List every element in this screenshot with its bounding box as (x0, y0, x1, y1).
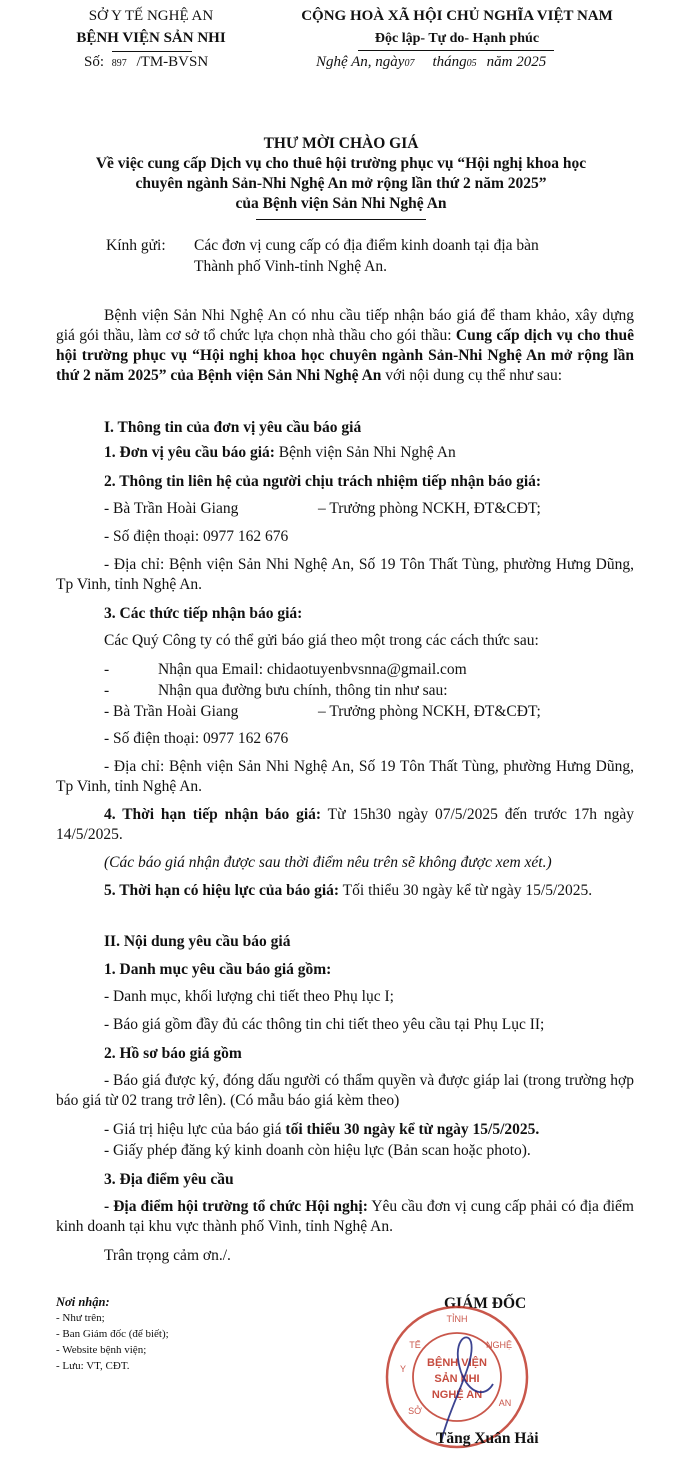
receipt-deadline-value: Từ 15h30 ngày 07/5/2025 đến trước 17h ngày 14/5/2025. (56, 806, 634, 843)
validity-label: 5. Thời hạn có hiệu lực của báo giá: (104, 882, 340, 899)
location-label: - Địa điểm hội trường tổ chức Hội nghị: (104, 1198, 368, 1215)
dossier-line-3: - Giấy phép đăng ký kinh doanh còn hiệu lực (Bản scan hoặc photo). (104, 1142, 531, 1159)
contact-name: - Bà Trần Hoài Giang (104, 500, 239, 517)
intro-package-name: Cung cấp dịch vụ cho thuê hội trường phục vụ “Hội nghị khoa học chuyên ngành Sản-Nhi Nghệ An mở rộng lần thứ 2 năm 2025” của Bệnh viện Sản Nhi Nghệ An (56, 327, 635, 384)
number-suffix: /TM-BVSN (136, 54, 209, 70)
dossier-line-2 (104, 1120, 539, 1140)
recipient-item-1: - Như trên; (56, 1312, 105, 1324)
nation-title: CỘNG HOÀ XÃ HỘI CHỦ NGHĨA VIỆT NAM (301, 8, 613, 24)
title-underline (256, 219, 426, 220)
date-month-label: tháng (432, 54, 467, 70)
contact-name-2: - Bà Trần Hoài Giang (104, 703, 239, 720)
location-requirement (56, 1197, 634, 1237)
catalog-line-2: - Báo giá gồm đầy đủ các thông tin chi tiết theo yêu cầu tại Phụ Lục II; (104, 1016, 545, 1033)
svg-text:Y: Y (399, 1364, 407, 1374)
date-year: năm 2025 (486, 54, 547, 70)
svg-text:TỈNH: TỈNH (446, 1314, 468, 1324)
document-date (316, 54, 546, 71)
method-post: Nhận qua đường bưu chính, thông tin như sau: (158, 682, 448, 699)
dossier-validity-prefix: - Giá trị hiệu lực của báo giá (104, 1121, 286, 1138)
contact-role-2: – Trưởng phòng NCKH, ĐT&CĐT; (318, 703, 541, 720)
subject-line-2: chuyên ngành Sản-Nhi Nghệ An mở rộng lần thứ 2 năm 2025” (135, 175, 547, 192)
recipient-line-2: Thành phố Vinh-tỉnh Nghệ An. (194, 258, 387, 275)
receipt-methods-heading: 3. Các thức tiếp nhận báo giá: (104, 605, 303, 622)
recipient-item-4: - Lưu: VT, CĐT. (56, 1360, 130, 1372)
requester-label: 1. Đơn vị yêu cầu báo giá: (104, 444, 275, 461)
svg-text:TẾ: TẾ (409, 1340, 421, 1350)
contact-phone: - Số điện thoại: 0977 162 676 (104, 528, 289, 545)
contact-heading: 2. Thông tin liên hệ của người chịu trách nhiệm tiếp nhận báo giá: (104, 473, 542, 490)
document-number (84, 54, 208, 71)
intro-text-1: Bệnh viện Sản Nhi Nghệ An có nhu cầu tiếp nhận báo giá để tham khảo, xây dựng giá gói thầu, làm cơ sở tổ chức lựa chọn nhà thầu cho gói thầu: (56, 307, 634, 344)
recipient-item-2: - Ban Giám đốc (để biết); (56, 1328, 169, 1340)
closing-thanks: Trân trọng cảm ơn./. (104, 1247, 231, 1264)
svg-text:NGHỆ AN: NGHỆ AN (431, 1389, 483, 1401)
requester-value: Bệnh viện Sản Nhi Nghệ An (274, 444, 456, 461)
svg-text:NGHỆ: NGHỆ (485, 1340, 513, 1350)
svg-text:BỆNH VIỆN: BỆNH VIỆN (427, 1357, 487, 1369)
signer-position: GIÁM ĐỐC (444, 1295, 527, 1312)
receipt-methods-intro: Các Quý Công ty có thể gửi báo giá theo một trong các cách thức sau: (104, 632, 539, 649)
section-2-heading: II. Nội dung yêu cầu báo giá (104, 933, 291, 950)
contact-address: - Địa chỉ: Bệnh viện Sản Nhi Nghệ An, Số 19 Tôn Thất Tùng, phường Hưng Dũng, Tp Vinh, tỉnh Nghệ An. (56, 556, 634, 593)
dossier-validity-bold: tối thiểu 30 ngày kể từ ngày 15/5/2025. (285, 1121, 540, 1138)
agency-name: SỞ Y TẾ NGHỆ AN (88, 8, 214, 24)
method-2-dash: - (104, 682, 110, 699)
receipt-deadline-note: (Các báo giá nhận được sau thời điểm nêu trên sẽ không được xem xét.) (104, 854, 552, 871)
section-1-heading: I. Thông tin của đơn vị yêu cầu báo giá (104, 419, 362, 436)
date-prefix: Nghệ An, ngày (316, 54, 405, 70)
validity-value: Tối thiểu 30 ngày kể từ ngày 15/5/2025. (339, 882, 593, 899)
subject-line-3: của Bệnh viện Sản Nhi Nghệ An (235, 195, 447, 212)
svg-text:SỞ: SỞ (408, 1406, 422, 1416)
signer-name: Tăng Xuân Hải (436, 1430, 539, 1447)
method-1-dash: - (104, 661, 110, 678)
receipt-deadline-label: 4. Thời hạn tiếp nhận báo giá: (104, 806, 322, 823)
catalog-heading: 1. Danh mục yêu cầu báo giá gồm: (104, 961, 332, 978)
nation-motto: Độc lập- Tự do- Hạnh phúc (374, 31, 540, 46)
validity-period (56, 881, 634, 901)
intro-paragraph (56, 306, 634, 386)
svg-text:SẢN NHI: SẢN NHI (434, 1373, 480, 1385)
catalog-line-1: - Danh mục, khối lượng chi tiết theo Phụ lục I; (104, 988, 394, 1005)
method-email: Nhận qua Email: chidaotuyenbvsnna@gmail.com (158, 661, 467, 678)
dossier-heading: 2. Hồ sơ báo giá gồm (104, 1045, 242, 1062)
recipients-title: Nơi nhận: (56, 1295, 110, 1309)
number-label: Số: (84, 54, 105, 70)
location-heading: 3. Địa điểm yêu cầu (104, 1171, 234, 1188)
dossier-line-1: - Báo giá được ký, đóng dấu người có thẩm quyền và được giáp lai (trong trường hợp báo giá từ 02 trang trở lên). (Có mẫu báo giá kèm theo) (56, 1072, 635, 1109)
svg-text:AN: AN (498, 1398, 512, 1408)
requester-line (104, 443, 456, 463)
document-title: THƯ MỜI CHÀO GIÁ (263, 135, 419, 152)
recipient-item-3: - Website bệnh viện; (56, 1344, 147, 1356)
contact-address-2: - Địa chỉ: Bệnh viện Sản Nhi Nghệ An, Số 19 Tôn Thất Tùng, phường Hưng Dũng, Tp Vinh, tỉnh Nghệ An. (56, 758, 634, 795)
date-month: 05 (466, 58, 477, 69)
subject-line-1: Về việc cung cấp Dịch vụ cho thuê hội trường phục vụ “Hội nghị khoa học (95, 155, 587, 172)
intro-text-2: với nội dung cụ thể như sau: (381, 367, 563, 384)
contact-role: – Trưởng phòng NCKH, ĐT&CĐT; (318, 500, 541, 517)
date-day: 07 (404, 58, 415, 69)
hospital-name-underline (112, 51, 192, 52)
location-value: Yêu cầu đơn vị cung cấp phải có địa điểm kinh doanh tại khu vực thành phố Vinh, tỉnh Nghệ An. (56, 1198, 634, 1235)
contact-phone-2: - Số điện thoại: 0977 162 676 (104, 730, 289, 747)
number-value: 897 (111, 58, 127, 69)
motto-underline (358, 50, 554, 51)
receipt-deadline (56, 805, 634, 845)
hospital-name: BỆNH VIỆN SẢN NHI (76, 30, 226, 46)
recipient-line-1: Các đơn vị cung cấp có địa điểm kinh doanh tại địa bàn (194, 237, 539, 254)
recipient-label: Kính gửi: (106, 237, 166, 254)
